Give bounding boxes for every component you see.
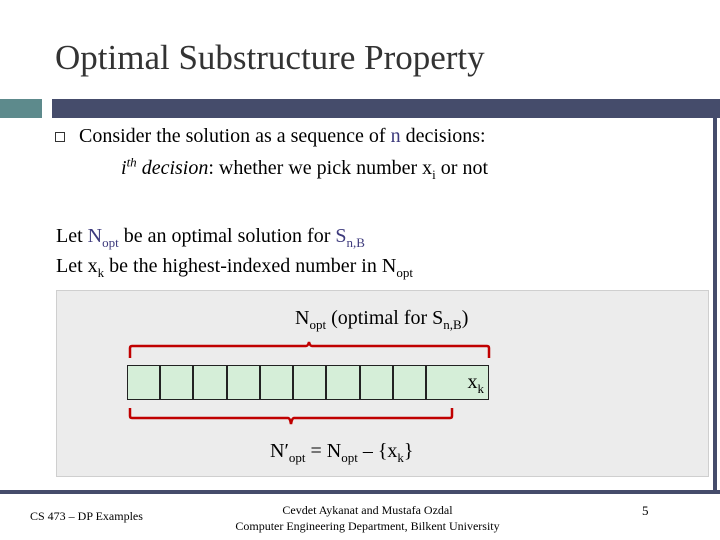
subscript: n,B	[443, 317, 462, 332]
nopt-label	[295, 307, 468, 330]
text: )	[461, 307, 469, 329]
decision-word: decision	[136, 157, 209, 179]
bullet-text: or not	[435, 157, 489, 179]
sequence-cell	[394, 366, 427, 399]
xk-label	[468, 371, 485, 394]
subscript-k: k	[97, 265, 105, 280]
page-number: 5	[642, 503, 649, 518]
variable-i: i	[121, 157, 127, 179]
text: Let	[56, 225, 88, 247]
title-accent-bar-teal	[0, 99, 42, 118]
text: x	[467, 371, 478, 393]
text: be an optimal solution for	[118, 225, 336, 247]
bullet-square-icon	[55, 132, 65, 142]
text: N′	[270, 440, 289, 462]
superscript-th: th	[126, 154, 137, 170]
footer-authors	[180, 502, 555, 534]
text: be the highest-indexed number in N	[104, 255, 397, 277]
text: – {x	[357, 440, 398, 462]
variable-S: S	[335, 225, 347, 247]
footer-authors-line1: Cevdet Aykanat and Mustafa Ozdal	[282, 503, 453, 517]
subscript-opt: opt	[396, 265, 413, 280]
text: Let x	[56, 255, 98, 277]
footer-course: CS 473 – DP Examples	[30, 509, 143, 523]
subscript: k	[397, 450, 404, 465]
variable-N: N	[87, 225, 103, 247]
cell-xk	[427, 366, 488, 399]
bullet-text: Consider the solution as a sequence of	[79, 125, 391, 147]
bullet-line-2	[121, 154, 489, 182]
nprime-label	[270, 440, 414, 463]
slide-title: Optimal Substructure Property	[55, 38, 485, 77]
text: = N	[305, 440, 342, 462]
let-nopt-line	[56, 225, 365, 248]
bullet-line-1	[79, 125, 486, 148]
sequence-cell	[361, 366, 394, 399]
sequence-cell	[161, 366, 194, 399]
sequence-cell	[261, 366, 294, 399]
let-xk-line	[56, 255, 413, 278]
text: }	[403, 440, 414, 462]
subscript: opt	[288, 450, 306, 465]
title-accent-bar-blue	[52, 99, 720, 118]
subscript: opt	[341, 450, 358, 465]
bullet-text: : whether we pick number x	[208, 157, 433, 179]
sequence-cell	[228, 366, 261, 399]
subscript-k: k	[477, 381, 485, 396]
variable-n: n	[390, 125, 401, 147]
sequence-cell	[194, 366, 227, 399]
subscript: opt	[309, 317, 327, 332]
decision-sequence	[127, 365, 489, 400]
right-border-bar	[713, 118, 717, 490]
footer-authors-line2: Computer Engineering Department, Bilkent University	[235, 519, 500, 533]
subscript-nb: n,B	[346, 235, 365, 250]
sequence-cell	[327, 366, 360, 399]
text: N	[295, 307, 310, 329]
footer-border-bar	[0, 490, 720, 494]
bullet-text: decisions:	[400, 125, 486, 147]
sequence-cell	[128, 366, 161, 399]
subscript-i: i	[432, 167, 436, 182]
text: (optimal for S	[326, 307, 444, 329]
sequence-cell	[294, 366, 327, 399]
subscript-opt: opt	[102, 235, 119, 250]
